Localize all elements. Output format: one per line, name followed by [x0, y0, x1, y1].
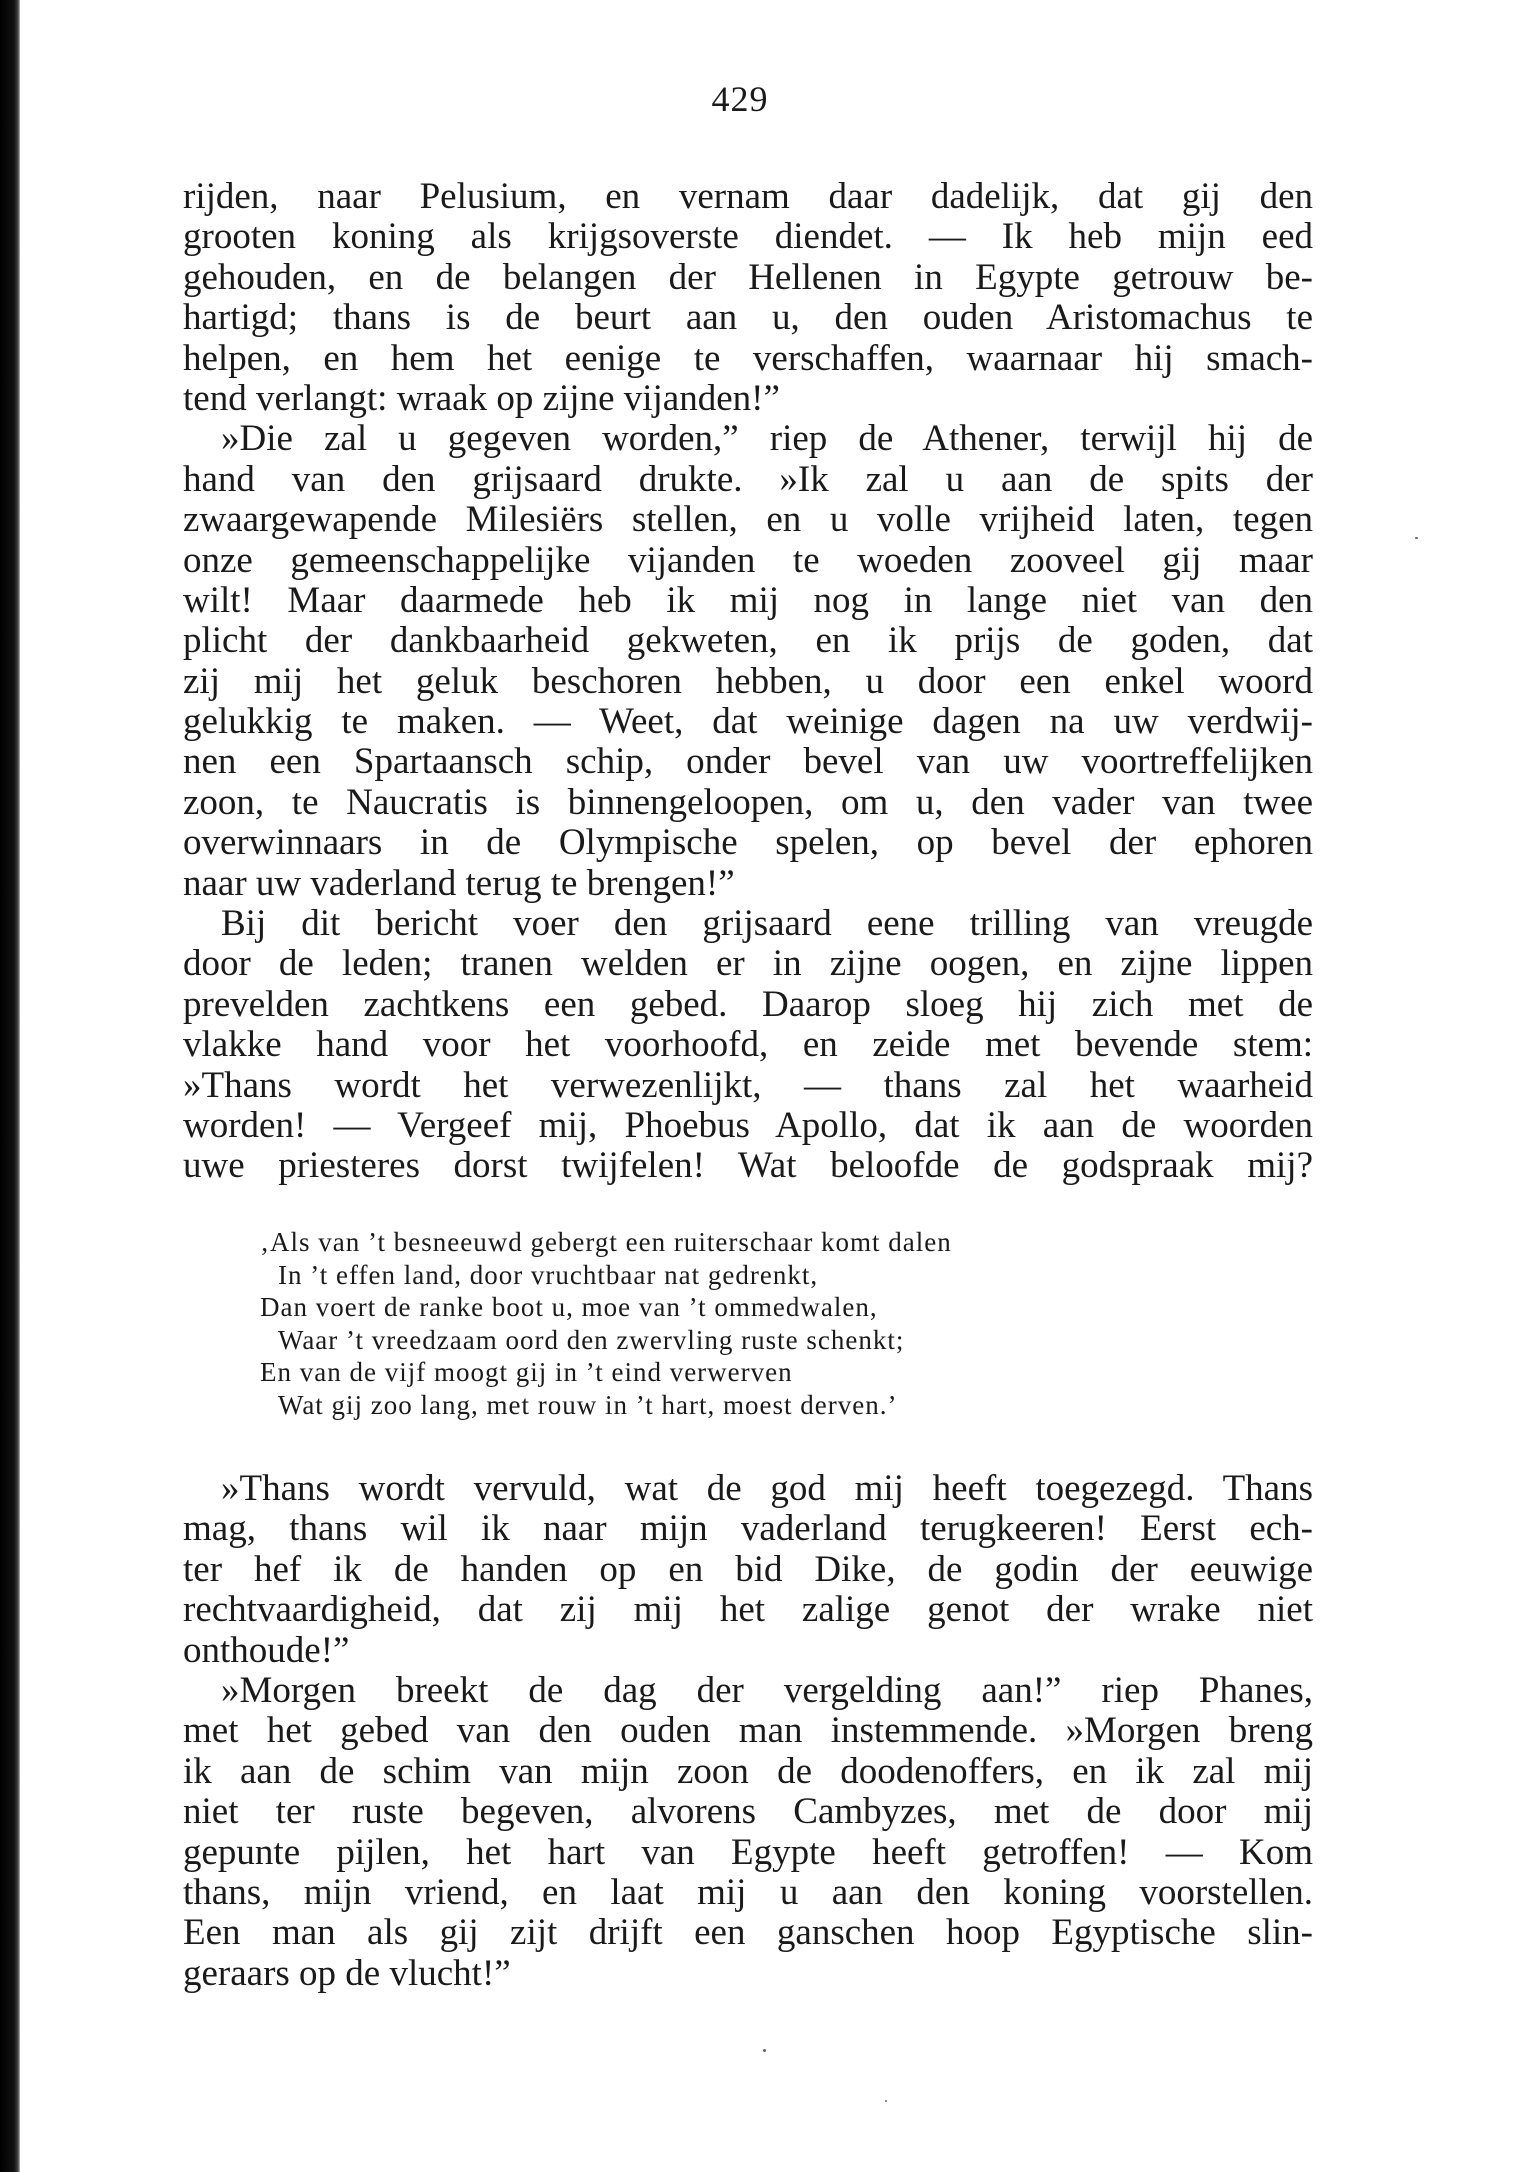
text-line: hartigd; thans is de beurt aan u, den ouden Aristomachus te — [183, 298, 1313, 339]
text-line: Een man als gij zijt drijft een ganschen hoop Egyptische slin- — [183, 1913, 1313, 1954]
text-line: zwaargewapende Milesiërs stellen, en u volle vrijheid laten, tegen — [183, 500, 1313, 541]
text-line: ter hef ik de handen op en bid Dike, de godin der eeuwige — [183, 1549, 1313, 1590]
poem-line: En van de vijf moogt gij in ’t eind verwerven — [260, 1357, 793, 1388]
text-line: zoon, te Naucratis is binnengeloopen, om u, den vader van twee — [183, 782, 1313, 823]
book-spine-edge — [0, 0, 20, 2172]
poem-line: Dan voert de ranke boot u, moe van ’t ommedwalen, — [260, 1292, 878, 1323]
text-line: rijden, naar Pelusium, en vernam daar dadelijk, dat gij den — [183, 177, 1313, 217]
text-line: uwe priesteres dorst twijfelen! Wat beloofde de godspraak mij? — [183, 1146, 1313, 1187]
paper-speck — [763, 2049, 766, 2052]
text-line: thans, mijn vriend, en laat mij u aan den koning voorstellen. — [183, 1872, 1313, 1913]
text-line: worden! — Vergeef mij, Phoebus Apollo, dat ik aan de woorden — [183, 1105, 1313, 1146]
text-line: »Thans wordt vervuld, wat de god mij heeft toegezegd. Thans — [221, 1469, 1313, 1509]
paper-speck — [885, 2100, 887, 2102]
text-line: »Die zal u gegeven worden,” riep de Athener, terwijl hij de — [221, 419, 1313, 460]
poem-line: Waar ’t vreedzaam oord den zwervling ruste schenkt; — [278, 1324, 905, 1355]
text-line: overwinnaars in de Olympische spelen, op bevel der ephoren — [183, 823, 1313, 864]
text-line: naar uw vaderland terug te brengen!” — [183, 863, 735, 904]
text-line: nen een Spartaansch schip, onder bevel van uw voortreffelijken — [183, 742, 1313, 783]
text-line: hand van den grijsaard drukte. »Ik zal u aan de spits der — [183, 459, 1313, 500]
text-line: »Thans wordt het verwezenlijkt, — thans zal het waarheid — [183, 1065, 1313, 1106]
text-line: Bij dit bericht voer den grijsaard eene trilling van vreugde — [221, 904, 1313, 945]
text-line: mag, thans wil ik naar mijn vaderland terugkeeren! Eerst ech- — [183, 1509, 1313, 1550]
poem-oracle — [260, 1226, 1260, 1422]
text-line: niet ter ruste begeven, alvorens Cambyzes, met de door mij — [183, 1792, 1313, 1833]
text-line: zij mij het geluk beschoren hebben, u door een enkel woord — [183, 661, 1313, 702]
text-line: helpen, en hem het eenige te verschaffen, waarnaar hij smach- — [183, 338, 1313, 379]
text-line: geraars op de vlucht!” — [183, 1953, 511, 1994]
paper-speck — [1415, 537, 1418, 539]
poem-line: ‚Als van ’t besneeuwd gebergt een ruiterschaar komt dalen — [260, 1227, 952, 1257]
page-number: 429 — [711, 79, 769, 119]
text-line: met het gebed van den ouden man instemmende. »Morgen breng — [183, 1711, 1313, 1752]
text-line: grooten koning als krijgsoverste diendet. — Ik heb mijn eed — [183, 217, 1313, 258]
text-line: door de leden; tranen welden er in zijne oogen, en zijne lippen — [183, 944, 1313, 985]
poem-line: In ’t effen land, door vruchtbaar nat gedrenkt, — [278, 1259, 819, 1290]
text-line: gepunte pijlen, het hart van Egypte heeft getroffen! — Kom — [183, 1832, 1313, 1873]
text-line: ik aan de schim van mijn zoon de doodenoffers, en ik zal mij — [183, 1751, 1313, 1792]
text-line: vlakke hand voor het voorhoofd, en zeide met bevende stem: — [183, 1025, 1313, 1066]
text-block-lower — [183, 1469, 1313, 1994]
text-line: »Morgen breekt de dag der vergelding aan!” riep Phanes, — [221, 1670, 1313, 1711]
text-line: prevelden zachtkens een gebed. Daarop sloeg hij zich met de — [183, 984, 1313, 1025]
text-line: wilt! Maar daarmede heb ik mij nog in lange niet van den — [183, 580, 1313, 621]
text-line: rechtvaardigheid, dat zij mij het zalige genot der wrake niet — [183, 1590, 1313, 1631]
poem-line: Wat gij zoo lang, met rouw in ’t hart, moest derven.’ — [278, 1389, 898, 1420]
text-block-upper — [183, 177, 1313, 1187]
text-line: plicht der dankbaarheid gekweten, en ik prijs de goden, dat — [183, 621, 1313, 662]
text-line: gehouden, en de belangen der Hellenen in Egypte getrouw be- — [183, 257, 1313, 298]
text-line: gelukkig te maken. — Weet, dat weinige dagen na uw verdwij- — [183, 702, 1313, 743]
text-line: tend verlangt: wraak op zijne vijanden!” — [183, 378, 780, 419]
text-line: onze gemeenschappelijke vijanden te woeden zooveel gij maar — [183, 540, 1313, 581]
text-line: onthoude!” — [183, 1630, 350, 1671]
